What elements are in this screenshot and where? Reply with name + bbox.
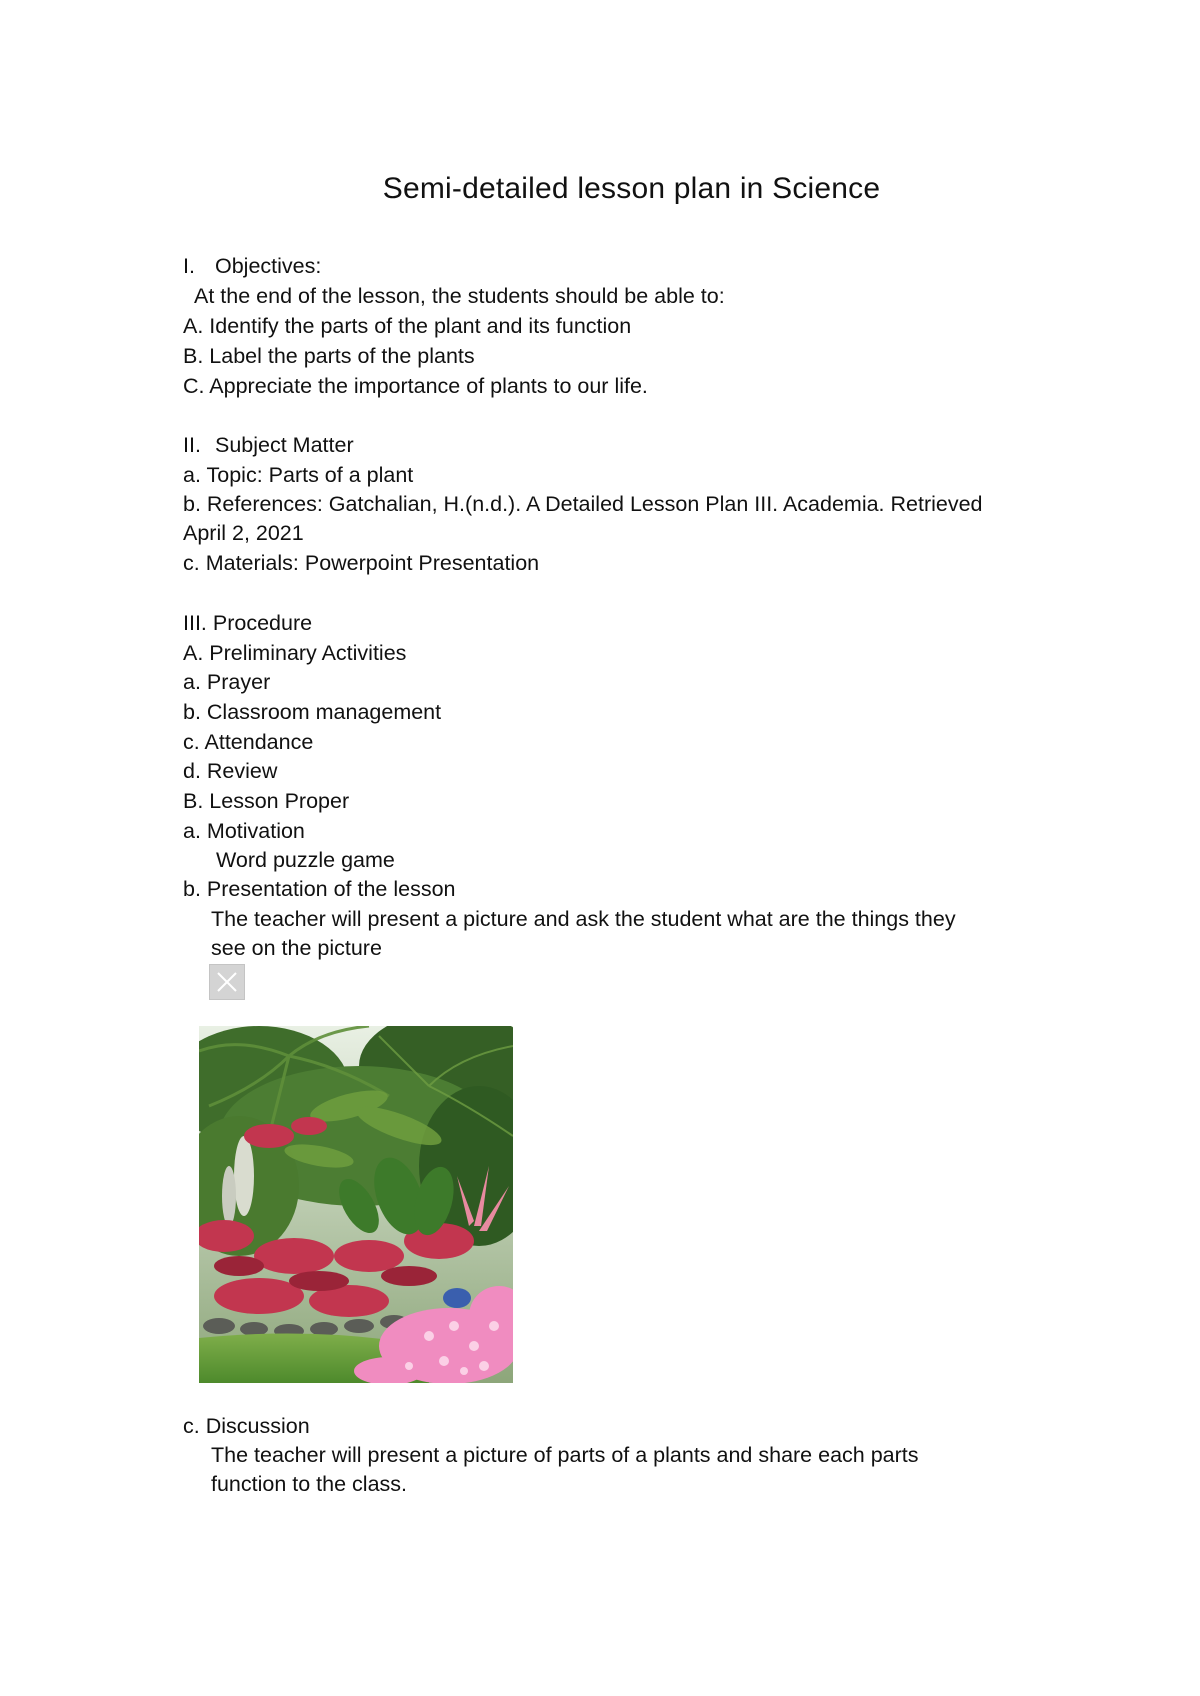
- discussion-item: c. Discussion: [183, 1414, 310, 1438]
- presentation-detail-continued: see on the picture: [211, 936, 382, 960]
- objective-item: B. Label the parts of the plants: [183, 344, 475, 368]
- garden-picture: [199, 1026, 513, 1383]
- subject-materials: c. Materials: Powerpoint Presentation: [183, 551, 540, 575]
- preliminary-item: a. Prayer: [183, 670, 271, 694]
- motivation-detail: Word puzzle game: [216, 848, 395, 872]
- preliminary-item: d. Review: [183, 759, 278, 783]
- discussion-detail: The teacher will present a picture of parts of a plants and share each parts: [211, 1443, 919, 1467]
- subject-matter-heading: [183, 432, 354, 458]
- motivation-item: a. Motivation: [183, 819, 305, 843]
- lesson-proper-heading: B. Lesson Proper: [183, 789, 350, 813]
- presentation-item: b. Presentation of the lesson: [183, 877, 456, 901]
- document-title: Semi-detailed lesson plan in Science: [382, 172, 881, 205]
- subject-matter-heading-label: Subject Matter: [215, 433, 354, 457]
- objective-item: A. Identify the parts of the plant and its function: [183, 314, 632, 338]
- presentation-detail: The teacher will present a picture and ask the student what are the things they: [211, 907, 956, 931]
- objectives-intro: At the end of the lesson, the students should be able to:: [194, 284, 725, 308]
- objectives-numeral: I.: [183, 254, 195, 278]
- subject-matter-numeral: II.: [183, 433, 201, 457]
- subject-references: b. References: Gatchalian, H.(n.d.). A Detailed Lesson Plan III. Academia. Retrieved: [183, 492, 983, 516]
- preliminary-heading: A. Preliminary Activities: [183, 641, 407, 665]
- objectives-heading-label: Objectives:: [215, 254, 322, 278]
- procedure-heading: III. Procedure: [183, 611, 313, 635]
- broken-image-icon: [209, 964, 245, 1000]
- preliminary-item: b. Classroom management: [183, 700, 442, 724]
- subject-references-continued: April 2, 2021: [183, 521, 304, 545]
- discussion-detail-continued: function to the class.: [211, 1472, 407, 1496]
- preliminary-item: c. Attendance: [183, 730, 314, 754]
- objectives-heading: [183, 253, 321, 279]
- subject-topic: a. Topic: Parts of a plant: [183, 463, 414, 487]
- objective-item: C. Appreciate the importance of plants to our life.: [183, 374, 648, 398]
